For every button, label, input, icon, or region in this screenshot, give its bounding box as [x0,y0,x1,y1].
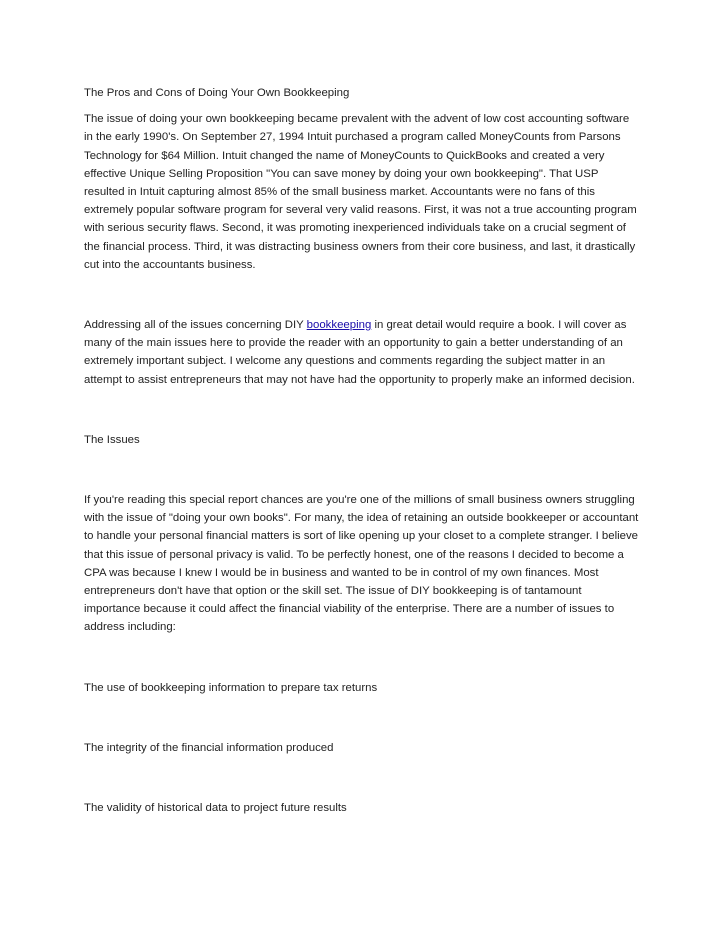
scope-paragraph-text-after: in great detail would require a book. I will cover as many of the main issues here to provide the reader with an opportunity to gain a better understanding of an extremely important subject. I welcome any questions and comments regarding the subject matter in an attempt to assist entrepreneurs that may not have had the opportunity to properly make an informed decision. [84,319,635,386]
issue-item-integrity: The integrity of the financial information produced [84,741,334,754]
intro-paragraph: The issue of doing your own bookkeeping became prevalent with the advent of low cost accounting software in the early 1990's. On September 27, 1994 Intuit purchased a program called MoneyCounts from Parsons Technology for $64 Million. Intuit changed the name of MoneyCounts to QuickBooks and created a very effective Unique Selling Proposition "You can save money by doing your own bookkeeping". That USP resulted in Intuit capturing almost 85% of the small business market. Accountants were no fans of this extremely popular software program for several very valid reasons. First, it was not a true accounting program with serious security flaws. Second, it was promoting inexperienced individuals take on a crucial segment of the financial process. Third, it was distracting business owners from their core business, and last, it drastically cut into the accountants business. [84,113,637,271]
issues-paragraph: If you're reading this special report chances are you're one of the millions of small business owners struggling with the issue of "doing your own books". For many, the idea of retaining an outside bookkeeper or accountant to handle your personal financial matters is sort of like opening up your closet to a complete stranger. I believe that this issue of personal privacy is valid. To be perfectly honest, one of the reasons I decided to become a CPA was because I knew I would be in business and wanted to be in control of my own finances. Most entrepreneurs don't have that option or the skill set. The issue of DIY bookkeeping is of tantamount importance because it could affect the financial viability of the enterprise. There are a number of issues to address including: [84,494,639,634]
bookkeeping-link[interactable]: bookkeeping [306,319,372,332]
scope-paragraph-text-before: Addressing all of the issues concerning DIY [84,319,307,332]
issue-item-tax-returns: The use of bookkeeping information to prepare tax returns [84,681,378,694]
document-title: The Pros and Cons of Doing Your Own Bookkeeping [84,87,350,99]
document-body [84,84,640,817]
scope-paragraph [84,316,640,389]
issues-heading: The Issues [84,433,140,446]
issue-item-historical-data: The validity of historical data to project future results [84,802,347,815]
